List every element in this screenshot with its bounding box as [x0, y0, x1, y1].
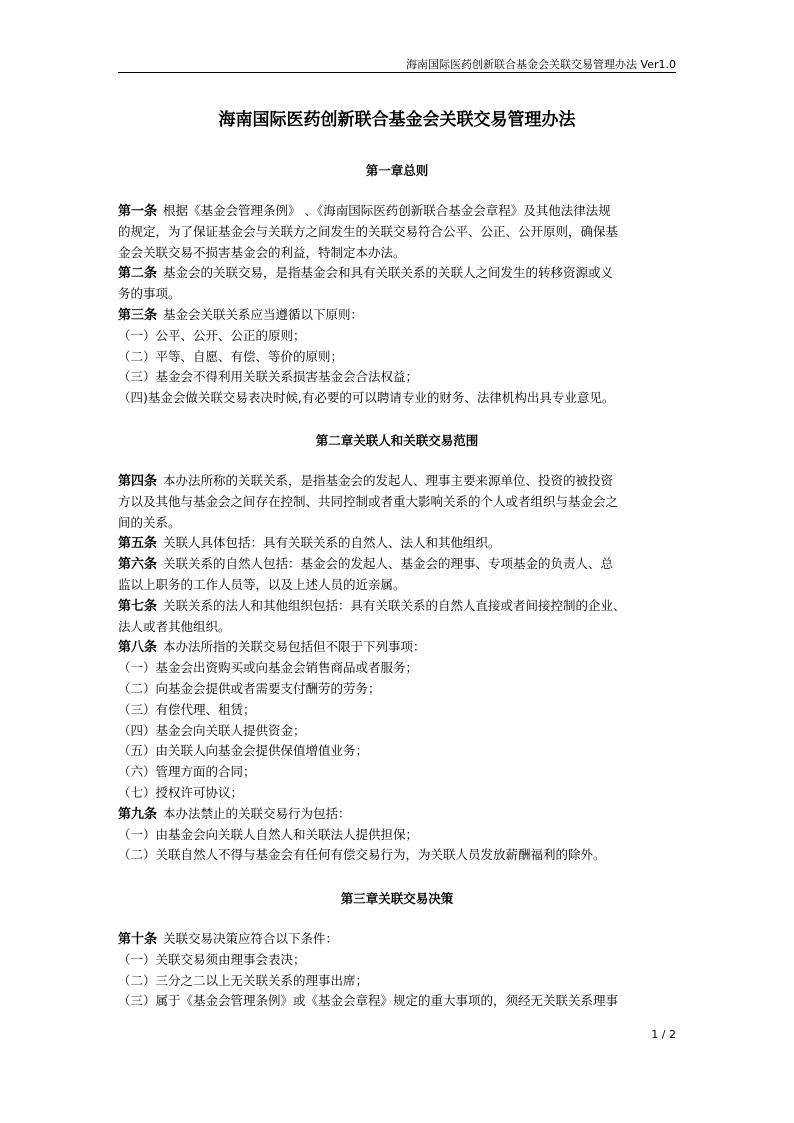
line-text: （六）管理方面的合同；: [118, 764, 256, 780]
line-text: 关联交易决策应符合以下条件：: [163, 931, 339, 946]
text-line: [118, 243, 678, 264]
text-line: [118, 825, 678, 846]
text-line: [118, 367, 678, 388]
line-text: （七）授权许可协议；: [118, 784, 244, 800]
text-line: [118, 513, 678, 534]
line-text: 关联人具体包括：具有关联关系的自然人、法人和其他组织。: [163, 535, 501, 551]
article-line: [118, 637, 678, 658]
line-text: （一）基金会出资购买或向基金会销售商品或者服务；: [118, 660, 419, 676]
line-text: 关联关系的法人和其他组织包括：具有关联关系的自然人直接或者间接控制的企业、: [163, 597, 626, 613]
line-text: 基金会的关联交易，是指基金会和具有关联关系的关联人之间发生的转移资源或义: [163, 265, 614, 281]
chapter-1-heading: 第一章总则: [365, 163, 429, 178]
line-text: （四)基金会做关联交易表决时候,有必要的可以聘请专业的财务、法律机构出具专业意见。: [118, 390, 615, 406]
article-line: [118, 263, 678, 284]
article-number: 第六条: [118, 557, 158, 573]
text-line: [118, 721, 678, 742]
header-divider: [118, 72, 676, 73]
text-line: [118, 762, 678, 783]
article-line: [118, 201, 678, 222]
article-line: [118, 533, 678, 554]
text-line: [118, 971, 678, 992]
line-text: 本办法所称的关联关系，是指基金会的发起人、理事主要来源单位、投资的被投资: [163, 473, 614, 488]
line-text: （五）由关联人向基金会提供保值增值业务；: [118, 743, 369, 759]
page-number: 1 / 2: [651, 1028, 676, 1041]
text-line: [118, 575, 678, 596]
article-line: [118, 305, 678, 326]
line-text: （四）基金会向关联人提供资金；: [118, 722, 306, 738]
text-line: [118, 741, 678, 762]
text-line: [118, 347, 678, 368]
article-number: 第十条: [118, 932, 158, 947]
chapter-3-heading: 第三章关联交易决策: [340, 891, 454, 906]
text-line: [118, 284, 678, 305]
line-text: 法人或者其他组织。: [118, 618, 231, 634]
text-line: [118, 950, 678, 971]
line-text: 基金会关联关系应当遵循以下原则：: [163, 306, 364, 322]
line-text: （一）关联交易须由理事会表决；: [118, 951, 306, 967]
line-text: （二）平等、自愿、有偿、等价的原则；: [118, 348, 344, 364]
article-line: [118, 471, 678, 492]
line-text: （二）三分之二以上无关联关系的理事出席；: [118, 972, 369, 988]
line-text: （一）公平、公开、公正的原则；: [118, 327, 306, 343]
line-text: 的规定，为了保证基金会与关联方之间发生的关联交易符合公平、公正、公开原则，确保基: [118, 223, 619, 239]
running-header-title: 海南国际医药创新联合基金会关联交易管理办法 Ver1.0: [406, 58, 676, 71]
article-line: [118, 804, 678, 825]
line-text: 金会关联交易不损害基金会的利益，特制定本办法。: [118, 244, 406, 260]
text-line: [118, 845, 678, 866]
line-text: 监以上职务的工作人员等，以及上述人员的近亲属。: [118, 576, 406, 592]
text-line: [118, 492, 678, 513]
article-line: [118, 554, 678, 575]
line-text: 本办法禁止的关联交易行为包括：: [163, 805, 351, 821]
article-line: [118, 929, 678, 950]
article-number: 第三条: [118, 307, 158, 323]
article-number: 第七条: [118, 598, 158, 614]
article-number: 第一条: [118, 204, 158, 219]
line-text: 根据《基金会管理条例》 、《海南国际医药创新联合基金会章程》及其他法律法规: [163, 203, 611, 218]
line-text: （一）由基金会向关联人自然人和关联法人提供担保；: [118, 826, 419, 842]
chapter-3-body: [118, 929, 678, 1012]
text-line: [118, 783, 678, 804]
article-number: 第二条: [118, 266, 158, 282]
text-line: [118, 991, 678, 1012]
article-number: 第九条: [118, 806, 158, 822]
chapter-2-heading: 第二章关联人和关联交易范围: [315, 433, 479, 448]
line-text: 务的事项。: [118, 286, 181, 302]
line-text: （三）基金会不得利用关联关系损害基金会合法权益；: [118, 369, 419, 385]
chapter-1-body: [118, 201, 678, 409]
line-text: 间的关系。: [118, 514, 181, 530]
line-text: 关联关系的自然人包括：基金会的发起人、基金会的理事、专项基金的负责人、总: [163, 556, 614, 572]
article-number: 第四条: [118, 474, 158, 489]
line-text: 本办法所指的关联交易包括但不限于下列事项：: [163, 639, 426, 655]
text-line: [118, 222, 678, 243]
text-line: [118, 617, 678, 638]
text-line: [118, 326, 678, 347]
text-line: [118, 700, 678, 721]
article-line: [118, 596, 678, 617]
text-line: [118, 388, 678, 409]
document-title: 海南国际医药创新联合基金会关联交易管理办法: [218, 110, 576, 130]
text-line: [118, 679, 678, 700]
line-text: （二）向基金会提供或者需要支付酬劳的劳务；: [118, 680, 381, 696]
line-text: （二）关联自然人不得与基金会有任何有偿交易行为，为关联人员发放薪酬福利的除外。: [118, 847, 606, 863]
article-number: 第五条: [118, 536, 158, 552]
article-number: 第八条: [118, 640, 158, 656]
text-line: [118, 658, 678, 679]
line-text: 方以及其他与基金会之间存在控制、共同控制或者重大影响关系的个人或者组织与基金会之: [118, 493, 619, 509]
chapter-2-body: [118, 471, 678, 866]
line-text: （三）属于《基金会管理条例》或《基金会章程》规定的重大事项的，须经无关联关系理事: [118, 993, 619, 1009]
line-text: （三）有偿代理、租赁；: [118, 701, 256, 717]
